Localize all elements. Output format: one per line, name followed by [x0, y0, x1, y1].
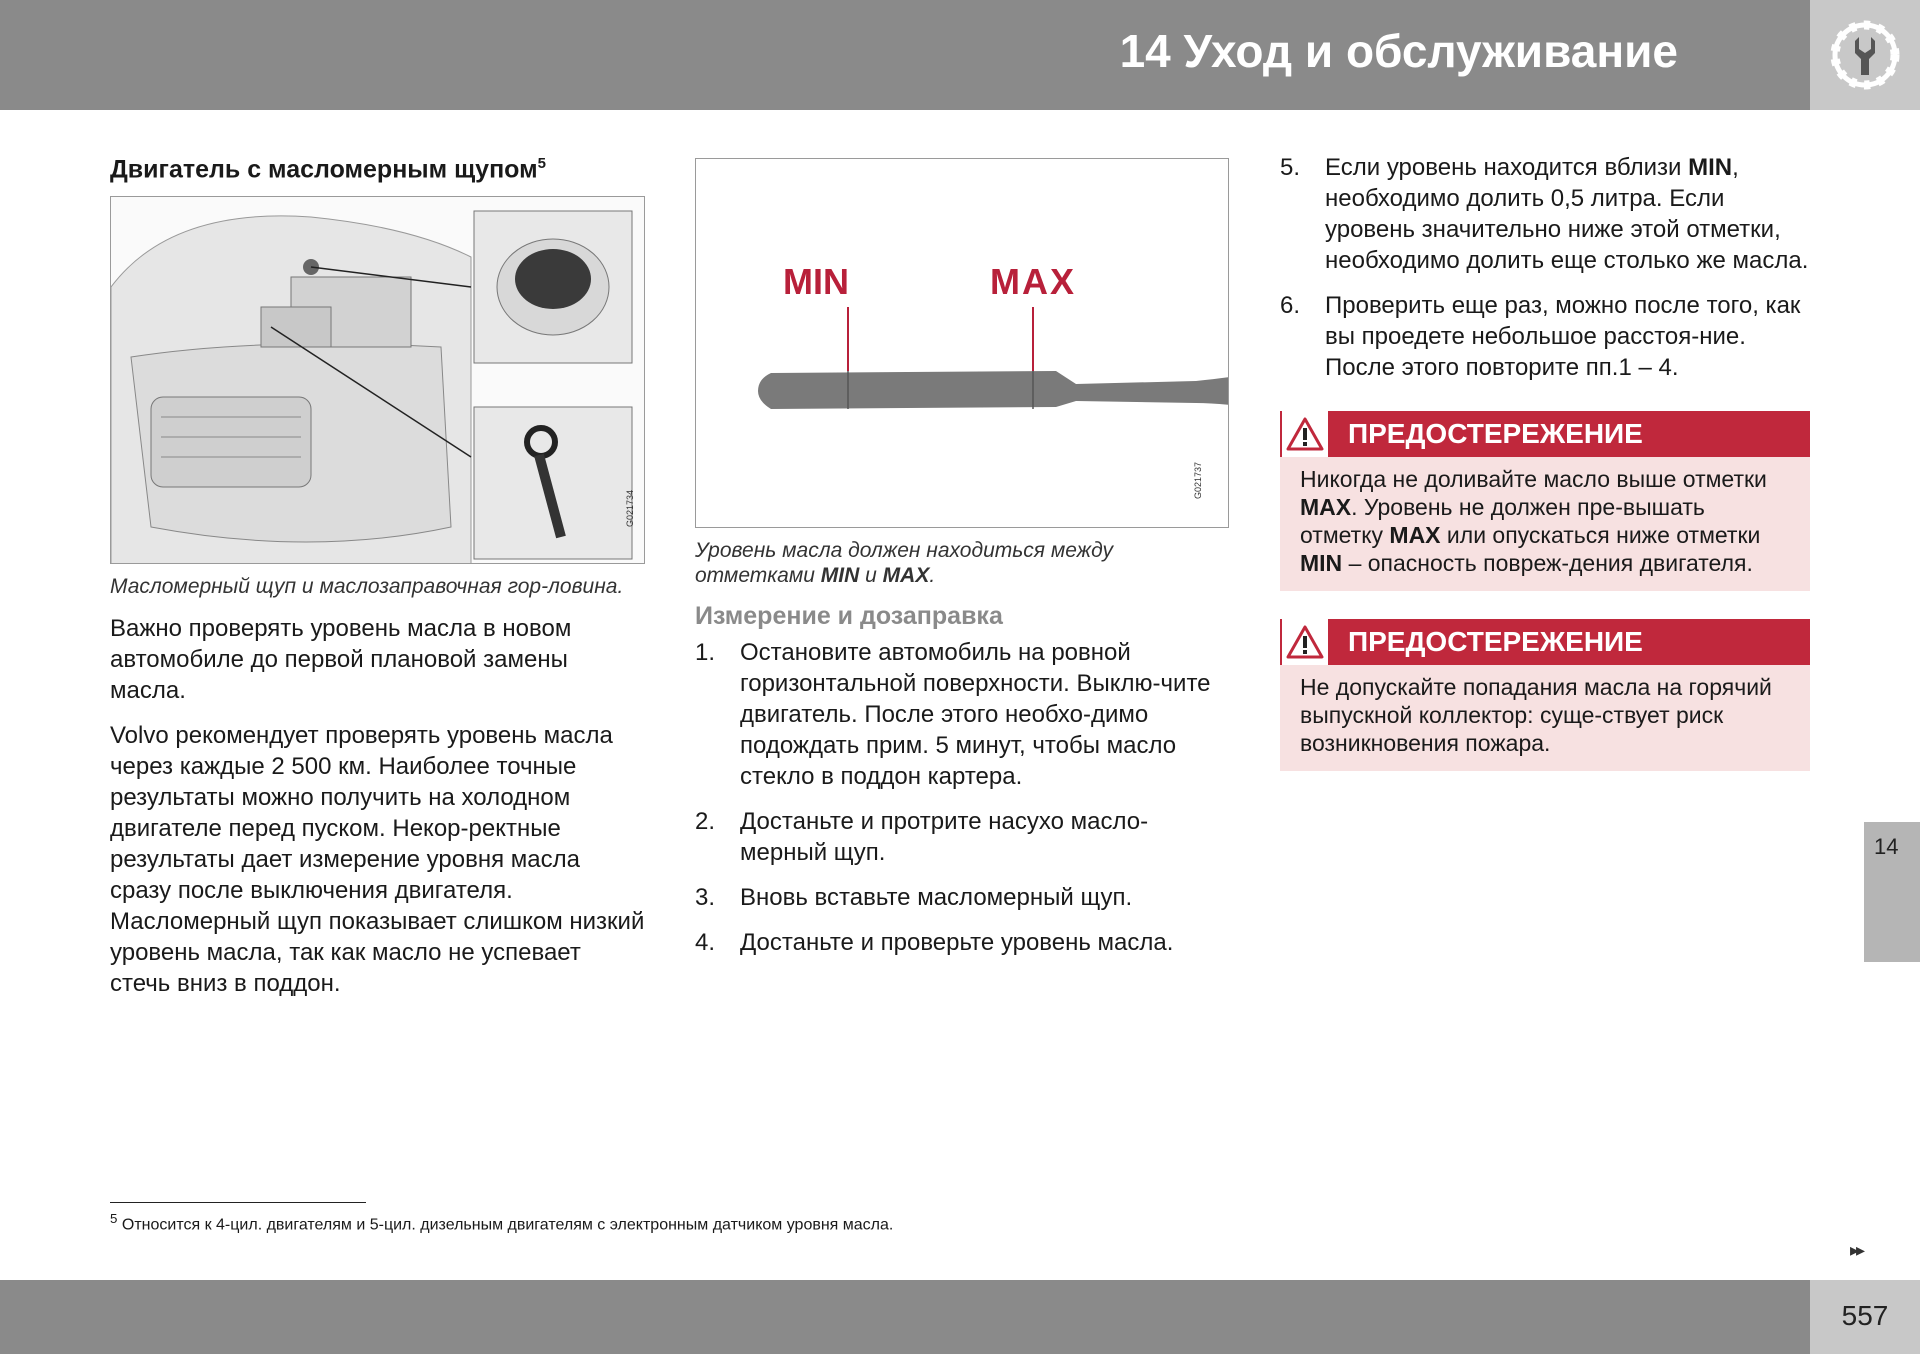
- column-right: [1280, 152, 1810, 771]
- warning-text: Не допускайте попадания масла на горячий выпускной коллектор: суще-ствует риск возникновения пожара.: [1300, 674, 1772, 756]
- footnote-ref[interactable]: 5: [537, 155, 546, 172]
- paragraph: Важно проверять уровень масла в новом автомобиле до первой плановой замены масла.: [110, 615, 572, 705]
- column-middle: [695, 158, 1229, 972]
- warning-header: [1280, 619, 1810, 665]
- chapter-side-tab-label: 14: [1874, 834, 1899, 859]
- figure-code: G021737: [1193, 461, 1203, 499]
- page-chapter-title: 14 Уход и обслуживание: [1119, 25, 1678, 77]
- page-number: 557: [1841, 1300, 1889, 1331]
- wrench-gear-icon: [1829, 19, 1901, 91]
- list-item: 6. Проверить еще раз, можно после того, как вы проедете небольшое расстоя-ние. После этого повторите пп.1 – 4.: [1280, 292, 1801, 381]
- warning-title: ПРЕДОСТЕРЕЖЕНИЕ: [1348, 418, 1643, 449]
- footnote: $^5$ Относится к 4-цил. двигателям и 5-цил. дизельным двигателям с электронным датчиком уровня масла.: [110, 1211, 894, 1234]
- steps-list-continued: [1280, 152, 1810, 383]
- section-title: Двигатель с масломерным щупом$^5$: [110, 155, 546, 184]
- list-item: 4. Достаньте и проверьте уровень масла.: [695, 929, 1174, 956]
- steps-list: [695, 637, 1229, 958]
- engine-illustration: [111, 197, 645, 564]
- dipstick-illustration: [696, 159, 1229, 528]
- engine-figure: [110, 196, 645, 564]
- list-item: 5. Если уровень находится вблизи MIN, необходимо долить 0,5 литра. Если уровень значительно ниже этой отметки, необходимо долить еще столько же масла.: [1280, 154, 1809, 274]
- max-label: MAX: [990, 261, 1076, 302]
- figure-caption: Масломерный щуп и маслозаправочная гор-ловина.: [110, 575, 624, 599]
- footer-bar: [0, 1280, 1810, 1354]
- figure-caption: Уровень масла должен находиться между отметками MIN и MAX.: [695, 539, 1113, 587]
- list-item: 2. Достаньте и протрите насухо масло-мерный щуп.: [695, 808, 1149, 866]
- warning-text: Никогда не доливайте масло выше отметки MAX. Уровень не должен пре-вышать отметку MAX или опускаться ниже отметки MIN – опасность повреж-дения двигателя.: [1300, 466, 1767, 576]
- warning-icon: [1282, 619, 1328, 665]
- paragraph: Volvo рекомендует проверять уровень масла через каждые 2 500 км. Наиболее точные результаты можно получить на холодном двигателе перед пуском. Некор-ректные результаты дает измерение уровня масла сразу после выключения двигателя. Масломерный щуп показывает слишком низкий уровень масла, так как масло не успевает стечь вниз в поддон.: [110, 722, 645, 998]
- header-bar: [0, 0, 1810, 110]
- next-page-arrows-icon[interactable]: ▸▸: [1850, 1240, 1863, 1260]
- warning-icon: [1282, 411, 1328, 457]
- warning-header: [1280, 411, 1810, 457]
- warning-box: [1280, 619, 1810, 771]
- subsection-title: Измерение и дозаправка: [695, 602, 1003, 630]
- warning-title: ПРЕДОСТЕРЕЖЕНИЕ: [1348, 626, 1643, 657]
- warning-box: [1280, 411, 1810, 591]
- chapter-icon-box: [1810, 0, 1920, 110]
- column-left: [110, 155, 645, 999]
- list-item: 3. Вновь вставьте масломерный щуп.: [695, 884, 1133, 911]
- dipstick-figure: [695, 158, 1229, 528]
- figure-code: G021734: [625, 490, 635, 528]
- body-text: [110, 613, 645, 999]
- list-item: 1. Остановите автомобиль на ровной горизонтальной поверхности. Выклю-чите двигатель. После этого необхо-димо подождать прим. 5 минут, чтобы масло стекло в поддон картера.: [695, 639, 1211, 790]
- min-label: MIN: [783, 261, 849, 302]
- footnote-divider: [110, 1202, 366, 1203]
